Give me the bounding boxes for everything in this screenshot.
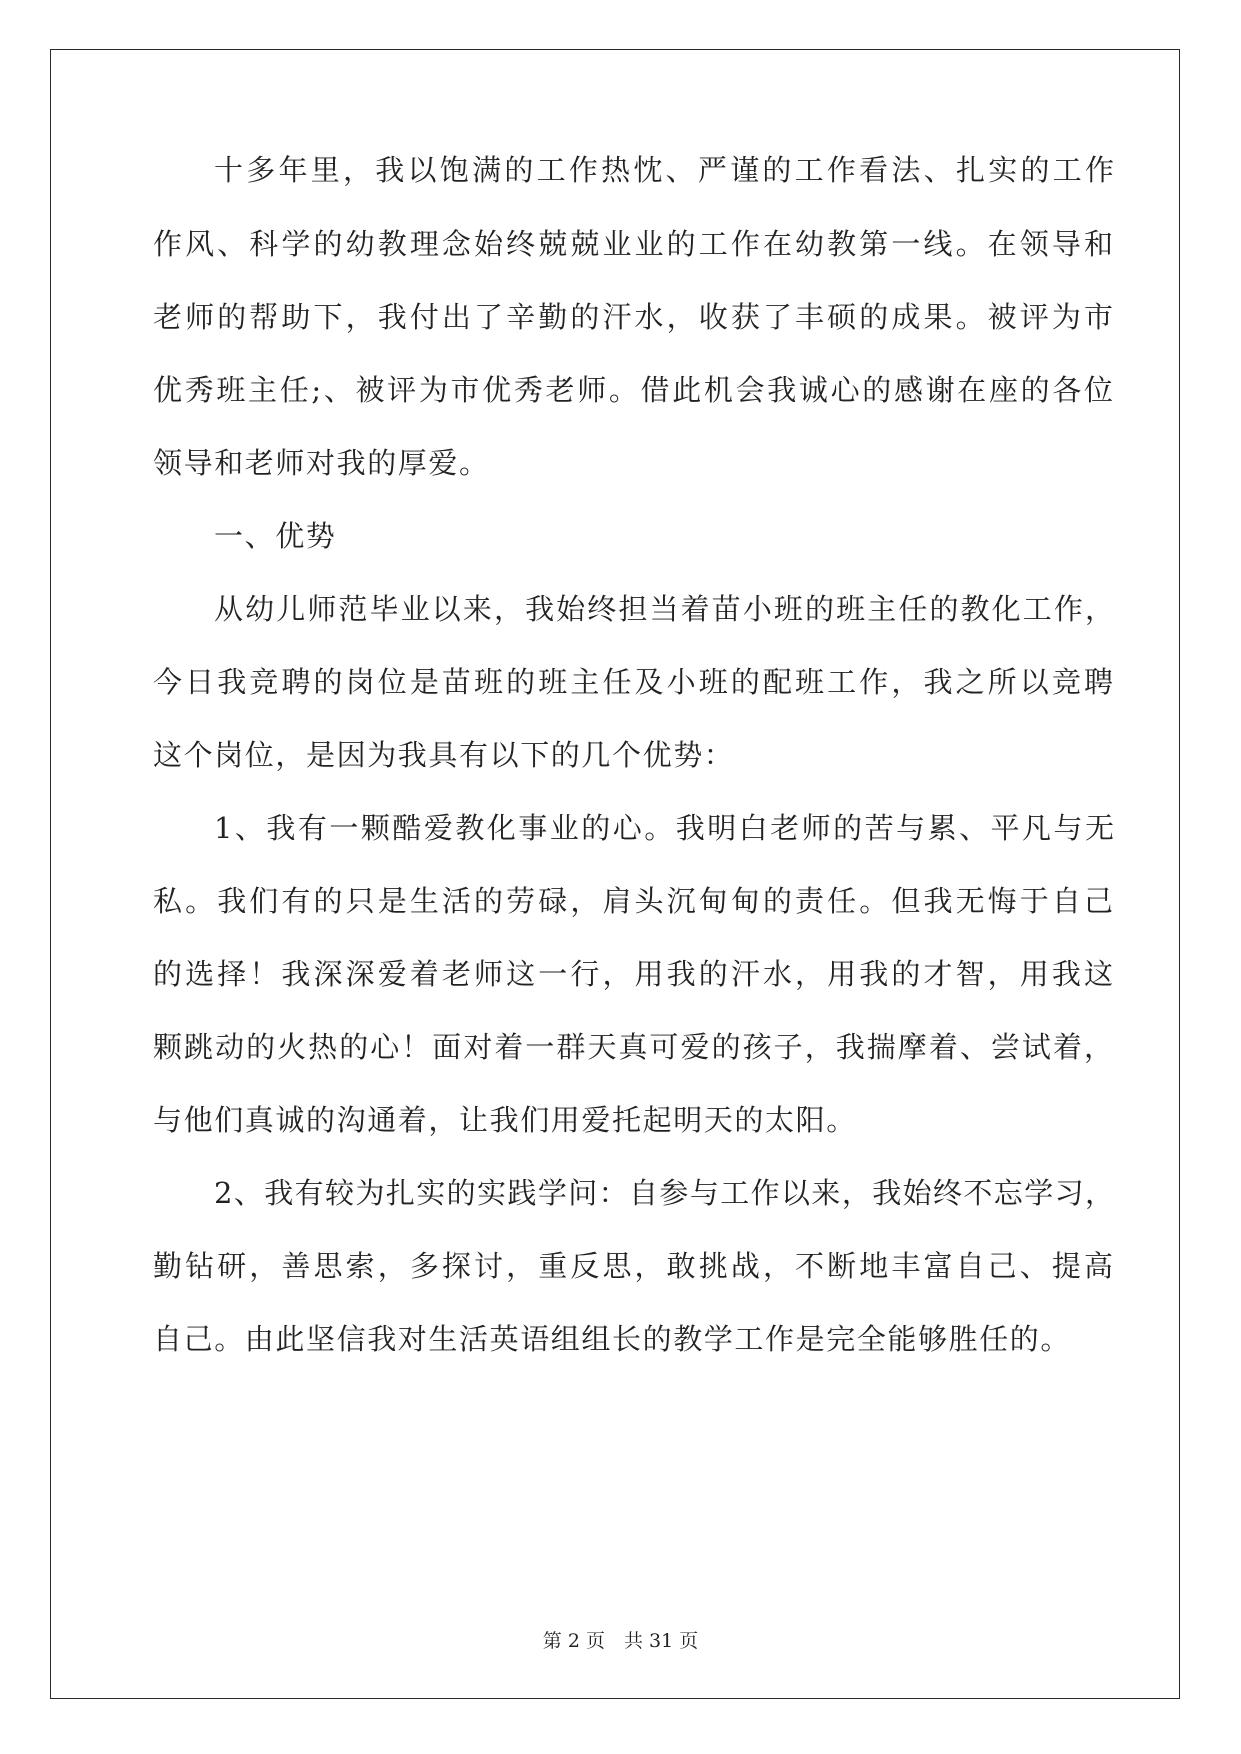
paragraph-line: 今日我竞聘的岗位是苗班的班主任及小班的配班工作，我之所以竞聘: [153, 665, 1113, 699]
paragraph-line: 颗跳动的火热的心！面对着一群天真可爱的孩子，我揣摩着、尝试着，: [153, 1030, 1113, 1064]
paragraph-line: 十多年里，我以饱满的工作热忱、严谨的工作看法、扎实的工作: [214, 153, 1114, 187]
paragraph-line: 这个岗位，是因为我具有以下的几个优势：: [153, 738, 735, 772]
paragraph-line: 领导和老师对我的厚爱。: [153, 446, 490, 480]
paragraph-line: 作风、科学的幼教理念始终兢兢业业的工作在幼教第一线。在领导和: [153, 227, 1113, 261]
page-number-footer: 第 2 页 共 31 页: [542, 1630, 699, 1652]
section-heading: 一、优势: [214, 519, 337, 553]
paragraph-line: 勤钻研，善思索，多探讨，重反思，敢挑战，不断地丰富自己、提高: [153, 1249, 1113, 1283]
paragraph-line: 的选择！我深深爱着老师这一行，用我的汗水，用我的才智，用我这: [153, 957, 1113, 991]
paragraph-line: 从幼儿师范毕业以来，我始终担当着苗小班的班主任的教化工作，: [214, 592, 1114, 626]
paragraph-line: 优秀班主任;、被评为市优秀老师。借此机会我诚心的感谢在座的各位: [153, 373, 1113, 407]
paragraph-line: 2、我有较为扎实的实践学问：自参与工作以来，我始终不忘学习，: [214, 1176, 1114, 1210]
paragraph-line: 老师的帮助下，我付出了辛勤的汗水，收获了丰硕的成果。被评为市: [153, 300, 1113, 334]
paragraph-line: 私。我们有的只是生活的劳碌，肩头沉甸甸的责任。但我无悔于自己: [153, 884, 1113, 918]
paragraph-line: 与他们真诚的沟通着，让我们用爱托起明天的太阳。: [153, 1103, 857, 1137]
paragraph-line: 自己。由此坚信我对生活英语组组长的教学工作是完全能够胜任的。: [153, 1322, 1072, 1356]
paragraph-line: 1、我有一颗酷爱教化事业的心。我明白老师的苦与累、平凡与无: [214, 811, 1114, 845]
